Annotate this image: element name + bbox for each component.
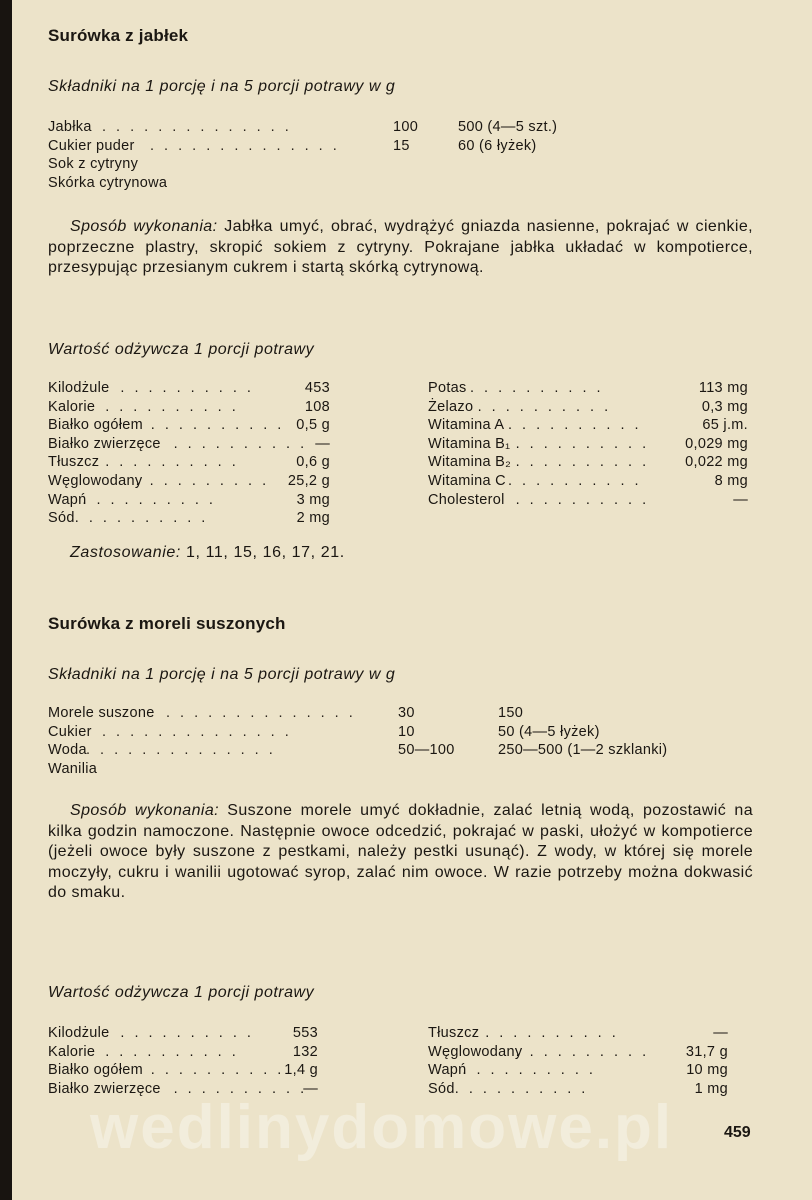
leader-dots: . . . . . . . . . . . . . . bbox=[102, 723, 292, 740]
method-label: Sposób wykonania: bbox=[70, 218, 218, 235]
ingredient-name: Woda bbox=[48, 742, 87, 758]
nutrition-row bbox=[428, 380, 748, 398]
nutrient-value: 1 mg bbox=[694, 1080, 728, 1097]
usage-line bbox=[70, 544, 345, 562]
leader-dots: . . . . . . . . . . bbox=[173, 1080, 308, 1097]
leader-dots: . . . . . . . . . . bbox=[135, 473, 270, 489]
quantity-one-portion: 100 bbox=[393, 119, 419, 135]
leader-dots: . . . . . . . . . . bbox=[470, 380, 604, 396]
nutrient-label: Żelazo bbox=[428, 398, 474, 415]
leader-dots: . . . . . . . . . . . . . . bbox=[86, 742, 276, 758]
nutrient-value: 553 bbox=[292, 1025, 318, 1041]
nutrition-row bbox=[48, 492, 338, 510]
nutrient-label: Sód bbox=[428, 1080, 455, 1097]
leader-dots: . . . . . . . . . . bbox=[515, 491, 650, 508]
leader-dots: . . . . . . . . . . bbox=[120, 380, 254, 396]
leader-dots: . . . . . . . . . . bbox=[105, 398, 239, 415]
nutrition-row bbox=[428, 1025, 728, 1043]
nutrient-label: Białko zwierzęce bbox=[48, 1080, 161, 1097]
leader-dots: . . . . . . . . . . bbox=[150, 1062, 285, 1079]
nutrient-value: 3 mg bbox=[296, 491, 330, 508]
nutrient-value: — bbox=[315, 435, 330, 452]
usage-text: 1, 11, 15, 16, 17, 21. bbox=[186, 544, 345, 561]
ingredient-name: Morele suszone bbox=[48, 705, 155, 721]
method-paragraph bbox=[48, 217, 753, 279]
ingredient-name: Sok z cytryny bbox=[48, 156, 139, 172]
watermark: wedlinydomowe.pl bbox=[90, 1093, 674, 1162]
ingredient-name: Jabłka bbox=[48, 119, 92, 135]
nutrition-row bbox=[428, 473, 748, 491]
nutrient-label: Witamina C bbox=[428, 473, 506, 489]
ingredient-row bbox=[48, 138, 608, 156]
ingredient-name: Wanilia bbox=[48, 760, 98, 777]
nutrient-label: Wapń bbox=[428, 1062, 467, 1079]
nutrient-value: 8 mg bbox=[714, 473, 748, 489]
leader-dots: . . . . . . . . . . bbox=[74, 510, 209, 527]
method-text: Suszone morele umyć dokładnie, zalać letnią wodą, pozostawić na kilka godzin namoczone. Następnie owoce odcedzić, pokrajać w paski, ułożyć w kompotierce (jeżeli owoce były suszone z pestkami, należy pestki usunąć). Z wody, w której się morele moczyły, cukru i wanilii ugotować syrop, zalać nim owoce. W razie potrzeby można dokwasić do smaku. bbox=[48, 802, 753, 901]
nutrient-value: — bbox=[303, 1080, 318, 1097]
nutrition-row bbox=[48, 473, 338, 491]
recipe-title: Surówka z moreli suszonych bbox=[48, 614, 286, 633]
quantity-five-portions: 500 (4—5 szt.) bbox=[458, 119, 558, 135]
quantity-five-portions: 50 (4—5 łyżek) bbox=[498, 723, 600, 740]
nutrient-value: 108 bbox=[304, 398, 330, 415]
nutrient-label: Węglowodany bbox=[48, 473, 143, 489]
leader-dots: . . . . . . . . . . . . . . bbox=[102, 119, 292, 135]
nutrient-label: Tłuszcz bbox=[428, 1025, 480, 1041]
nutrient-value: 31,7 g bbox=[685, 1043, 728, 1060]
nutrient-value: 2 mg bbox=[296, 510, 330, 527]
nutrient-label: Kalorie bbox=[48, 1043, 96, 1060]
nutrient-value: 65 j.m. bbox=[702, 417, 748, 434]
nutrition-row bbox=[48, 399, 338, 417]
leader-dots: . . . . . . . . . . bbox=[150, 417, 285, 434]
nutrient-value: 0,029 mg bbox=[685, 435, 748, 452]
nutrient-value: 25,2 g bbox=[287, 473, 330, 489]
nutrition-row bbox=[48, 436, 338, 454]
method-label: Sposób wykonania: bbox=[70, 802, 219, 819]
nutrient-label: Wapń bbox=[48, 491, 87, 508]
ingredient-row bbox=[48, 724, 608, 742]
ingredient-row bbox=[48, 761, 608, 779]
usage-label: Zastosowanie: bbox=[70, 544, 181, 561]
ingredient-row bbox=[48, 705, 608, 723]
nutrition-row bbox=[48, 1044, 318, 1062]
nutrition-row bbox=[428, 417, 748, 435]
ingredient-row bbox=[48, 156, 608, 174]
leader-dots: . . . . . . . . . . bbox=[173, 435, 308, 452]
nutrient-label: Sód bbox=[48, 510, 75, 527]
nutrient-value: 113 mg bbox=[698, 380, 748, 396]
nutrient-label: Witamina B₂ bbox=[428, 454, 512, 471]
nutrient-label: Cholesterol bbox=[428, 491, 505, 508]
nutrition-row bbox=[428, 1044, 728, 1062]
nutrient-value: 10 mg bbox=[686, 1062, 728, 1079]
ingredient-row bbox=[48, 175, 608, 193]
quantity-five-portions: 150 bbox=[498, 705, 524, 721]
nutrient-value: 0,022 mg bbox=[685, 454, 748, 471]
nutrient-value: 453 bbox=[304, 380, 330, 396]
ingredient-row bbox=[48, 742, 668, 760]
method-paragraph bbox=[48, 801, 753, 904]
leader-dots: . . . . . . . . . . bbox=[454, 1080, 589, 1097]
nutrition-row bbox=[428, 454, 748, 472]
ingredient-name: Cukier puder bbox=[48, 137, 135, 154]
quantity-five-portions: 60 (6 łyżek) bbox=[458, 137, 537, 154]
nutrition-row bbox=[48, 380, 338, 398]
leader-dots: . . . . . . . . . . . . . . bbox=[150, 137, 340, 154]
nutrient-label: Białko ogółem bbox=[48, 417, 143, 434]
leader-dots: . . . . . . . . . . bbox=[477, 398, 612, 415]
recipe-title: Surówka z jabłek bbox=[48, 26, 189, 45]
nutrition-heading: Wartość odżywcza 1 porcji potrawy bbox=[48, 984, 315, 1001]
nutrition-row bbox=[428, 436, 748, 454]
nutrition-row bbox=[48, 1025, 318, 1043]
ingredient-row bbox=[48, 119, 608, 137]
leader-dots: . . . . . . . . . . bbox=[508, 473, 642, 489]
page-edge bbox=[0, 0, 12, 1200]
leader-dots: . . . . . . . . . . bbox=[105, 1043, 239, 1060]
quantity-one-portion: 15 bbox=[393, 137, 410, 154]
ingredients-heading: Składniki na 1 porcję i na 5 porcji potrawy w g bbox=[48, 666, 396, 683]
nutrient-value: 1,4 g bbox=[284, 1062, 318, 1079]
quantity-one-portion: 50—100 bbox=[398, 742, 455, 758]
leader-dots: . . . . . . . . . . bbox=[485, 1025, 619, 1041]
leader-dots: . . . . . . . . . . bbox=[462, 1062, 596, 1079]
quantity-one-portion: 30 bbox=[398, 705, 415, 721]
nutrient-label: Witamina B₁ bbox=[428, 435, 511, 452]
leader-dots: . . . . . . . . . . . . . . bbox=[166, 705, 356, 721]
nutrient-value: 0,3 mg bbox=[701, 398, 748, 415]
ingredients-heading: Składniki na 1 porcję i na 5 porcji potrawy w g bbox=[48, 78, 396, 95]
leader-dots: . . . . . . . . . . bbox=[82, 491, 216, 508]
nutrition-row bbox=[428, 1062, 728, 1080]
ingredient-name: Cukier bbox=[48, 723, 92, 740]
nutrient-label: Białko ogółem bbox=[48, 1062, 143, 1079]
nutrient-label: Kilodżule bbox=[48, 1025, 110, 1041]
leader-dots: . . . . . . . . . . bbox=[515, 435, 650, 452]
nutrient-value: — bbox=[733, 491, 748, 508]
nutrition-row bbox=[428, 492, 748, 510]
leader-dots: . . . . . . . . . . bbox=[105, 454, 239, 471]
nutrition-row bbox=[428, 399, 748, 417]
leader-dots: . . . . . . . . . . bbox=[515, 1043, 650, 1060]
page-number: 459 bbox=[724, 1124, 751, 1141]
nutrition-row bbox=[48, 1062, 318, 1080]
method-text: Jabłka umyć, obrać, wydrążyć gniazda nasienne, pokrajać w cienkie, poprzeczne plastry, skropić sokiem z cytryny. Pokrajane jabłka układać w kompotierce, przesypując przesianym cukrem i startą skórką cytrynową. bbox=[48, 218, 753, 276]
quantity-five-portions: 250—500 (1—2 szklanki) bbox=[498, 742, 668, 758]
nutrient-label: Potas bbox=[428, 380, 467, 396]
nutrient-label: Tłuszcz bbox=[48, 454, 100, 471]
nutrient-value: 132 bbox=[292, 1043, 318, 1060]
nutrient-label: Kilodżule bbox=[48, 380, 110, 396]
nutrient-value: — bbox=[713, 1025, 728, 1041]
ingredient-name: Skórka cytrynowa bbox=[48, 174, 168, 191]
nutrient-label: Kalorie bbox=[48, 398, 96, 415]
nutrition-row bbox=[48, 510, 338, 528]
nutrition-heading: Wartość odżywcza 1 porcji potrawy bbox=[48, 341, 315, 358]
nutrient-value: 0,5 g bbox=[296, 417, 330, 434]
nutrient-label: Węglowodany bbox=[428, 1043, 523, 1060]
quantity-one-portion: 10 bbox=[398, 723, 415, 740]
nutrient-value: 0,6 g bbox=[296, 454, 330, 471]
leader-dots: . . . . . . . . . . bbox=[120, 1025, 254, 1041]
nutrient-label: Witamina A bbox=[428, 417, 505, 434]
leader-dots: . . . . . . . . . . bbox=[515, 454, 650, 471]
leader-dots: . . . . . . . . . . bbox=[508, 417, 642, 434]
nutrient-label: Białko zwierzęce bbox=[48, 435, 161, 452]
nutrition-row bbox=[48, 417, 338, 435]
nutrition-row bbox=[48, 454, 338, 472]
